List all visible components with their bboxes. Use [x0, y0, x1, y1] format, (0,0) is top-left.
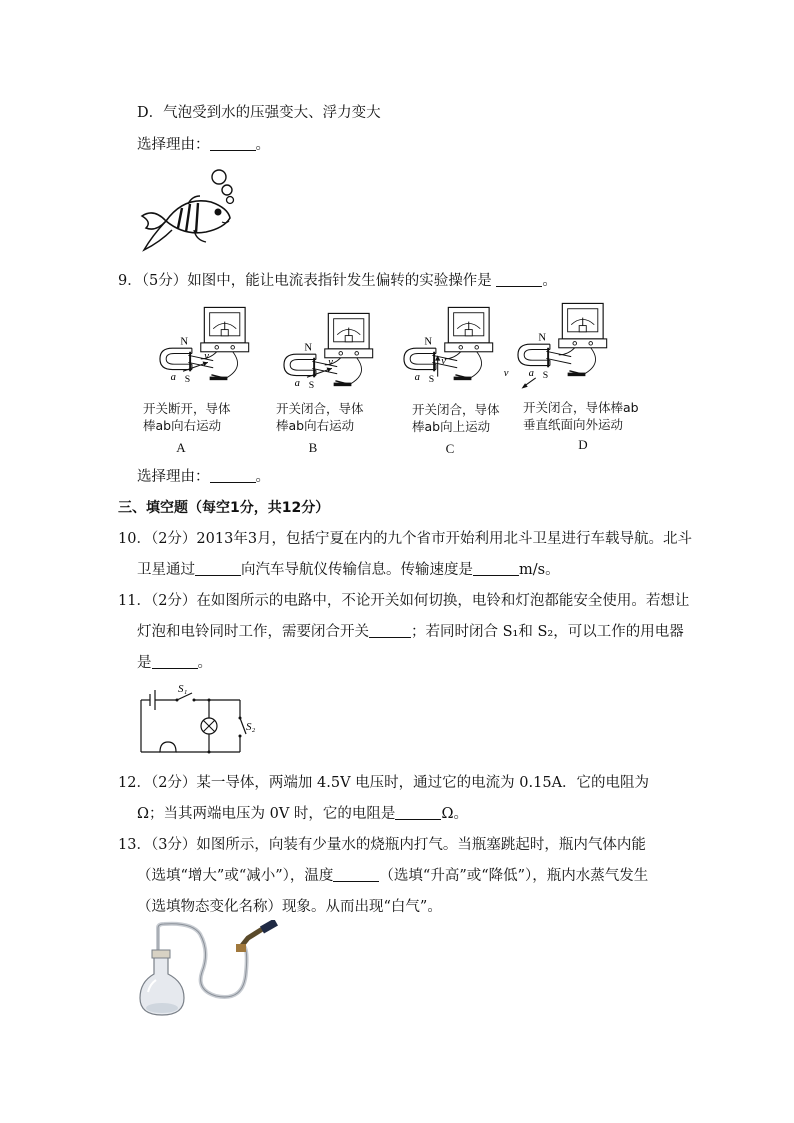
q12-line2-b: Ω。	[441, 806, 468, 822]
figure-c-caption-line1: 开关闭合，导体	[412, 402, 500, 417]
q10-blank-1[interactable]	[195, 561, 241, 576]
q9-suffix: 。	[542, 273, 557, 289]
magnet-south-label: S	[428, 373, 435, 385]
q10-line2	[137, 560, 560, 580]
figure-c-letter: C	[445, 441, 455, 456]
q10-line2-b: 向汽车导航仪传输信息。传输速度是	[241, 562, 473, 578]
q13-line2-b: （选填“升高”或“降低”），瓶内水蒸气发生	[379, 868, 649, 884]
figure-b-caption-line1: 开关闭合，导体	[276, 401, 364, 416]
figure-d-caption-line1: 开关闭合，导体棒ab	[523, 400, 639, 415]
figure-c-caption	[412, 401, 500, 435]
apparatus-3	[388, 300, 498, 400]
figure-c-apparatus	[388, 300, 498, 404]
q13-flask-photo	[136, 920, 278, 1018]
rod-end-label: a	[528, 368, 534, 380]
figure-a-caption-line1: 开关断开，导体	[143, 401, 231, 416]
q8-option-d: D．气泡受到水的压强变大、浮力变大	[137, 105, 381, 121]
q11-line2	[137, 622, 684, 642]
q12-line2	[137, 804, 468, 824]
figure-b-caption-line2: 棒ab向右运动	[276, 418, 355, 433]
figure-a-apparatus	[144, 300, 254, 404]
velocity-label: v	[328, 356, 334, 368]
figure-a-caption	[143, 400, 231, 434]
apparatus-4	[502, 296, 612, 396]
switch-s2-label: S₂	[246, 721, 256, 733]
q8-reason-end: 。	[255, 137, 270, 153]
q13-line2	[137, 866, 648, 886]
rod-end-label: a	[294, 378, 300, 390]
q11-circuit-diagram	[136, 680, 266, 760]
q10-line2-c: m/s。	[519, 562, 560, 578]
switch-s1-label: S₁	[178, 683, 188, 695]
q11-line3-b: 。	[197, 655, 212, 671]
fish-illustration	[136, 166, 246, 256]
figure-c-caption-line2: 棒ab向上运动	[412, 419, 491, 434]
figure-b-apparatus	[268, 306, 378, 410]
apparatus-2	[268, 306, 378, 406]
q9-prefix: 9．（5分）如图中，能让电流表指针发生偏转的实验操作是	[118, 273, 497, 289]
velocity-label: v	[441, 356, 446, 368]
figure-a-caption-line2: 棒ab向右运动	[143, 418, 222, 433]
q9-reason-blank[interactable]	[210, 468, 256, 483]
figure-b-letter: B	[308, 440, 318, 455]
magnet-north-label: N	[180, 336, 189, 348]
q12-line2-a: Ω；当其两端电压为 0V 时，它的电阻是	[137, 806, 396, 822]
q11-line2-b: ；若同时闭合 S₁和 S₂，可以工作的用电器	[411, 624, 684, 640]
magnet-north-label: N	[538, 332, 547, 344]
q9-reason-end: 。	[255, 469, 270, 485]
section-3-heading: 三、填空题（每空1分，共12分）	[118, 500, 330, 516]
q11-blank-1[interactable]	[369, 623, 411, 638]
q10-line1: 10．（2分）2013年3月，包括宁夏在内的九个省市开始利用北斗卫星进行车载导航。北斗	[118, 531, 693, 547]
figure-b-caption	[276, 400, 364, 434]
magnet-south-label: S	[542, 369, 549, 381]
q11-line1: 11．（2分）在如图所示的电路中，不论开关如何切换，电铃和灯泡都能安全使用。若想让	[118, 593, 690, 609]
magnet-north-label: N	[424, 336, 433, 348]
q11-line2-a: 灯泡和电铃同时工作，需要闭合开关	[137, 624, 369, 640]
magnet-north-label: N	[304, 342, 313, 354]
apparatus-1	[144, 300, 254, 400]
q13-line2-a: （选填“增大”或“减小”），温度	[137, 868, 334, 884]
velocity-label: v	[204, 350, 210, 362]
q8-reason	[137, 135, 270, 155]
q10-blank-2[interactable]	[473, 561, 519, 576]
q8-reason-label: 选择理由：	[137, 137, 210, 153]
q11-line3	[137, 653, 212, 673]
q9-blank[interactable]	[496, 272, 542, 287]
q13-line3: （选填物态变化名称）现象。从而出现“白气”。	[137, 899, 442, 915]
figure-d-caption-line2: 垂直纸面向外运动	[523, 417, 624, 432]
q10-line2-a: 卫星通过	[137, 562, 195, 578]
rod-end-label: a	[414, 372, 420, 384]
magnet-south-label: S	[308, 379, 315, 391]
q13-line1: 13．（3分）如图所示，向装有少量水的烧瓶内打气。当瓶塞跳起时，瓶内气体内能	[118, 837, 646, 853]
figure-d-letter: D	[578, 437, 588, 452]
figure-d-caption	[523, 399, 639, 433]
q11-blank-2[interactable]	[152, 654, 198, 669]
q13-blank[interactable]	[333, 867, 379, 882]
velocity-label: v	[503, 368, 509, 380]
q12-line1: 12．（2分）某一导体，两端加 4.5V 电压时，通过它的电流为 0.15A．它的电阻为	[118, 775, 650, 791]
rod-end-label: a	[170, 372, 176, 384]
figure-d-apparatus	[502, 296, 612, 400]
q12-blank[interactable]	[395, 805, 441, 820]
q9-question	[118, 271, 557, 291]
magnet-south-label: S	[184, 373, 191, 385]
q11-line3-a: 是	[137, 655, 152, 671]
q9-reason	[137, 467, 270, 487]
q9-reason-label: 选择理由：	[137, 469, 210, 485]
q8-reason-blank[interactable]	[210, 136, 256, 151]
figure-a-letter: A	[176, 440, 186, 455]
